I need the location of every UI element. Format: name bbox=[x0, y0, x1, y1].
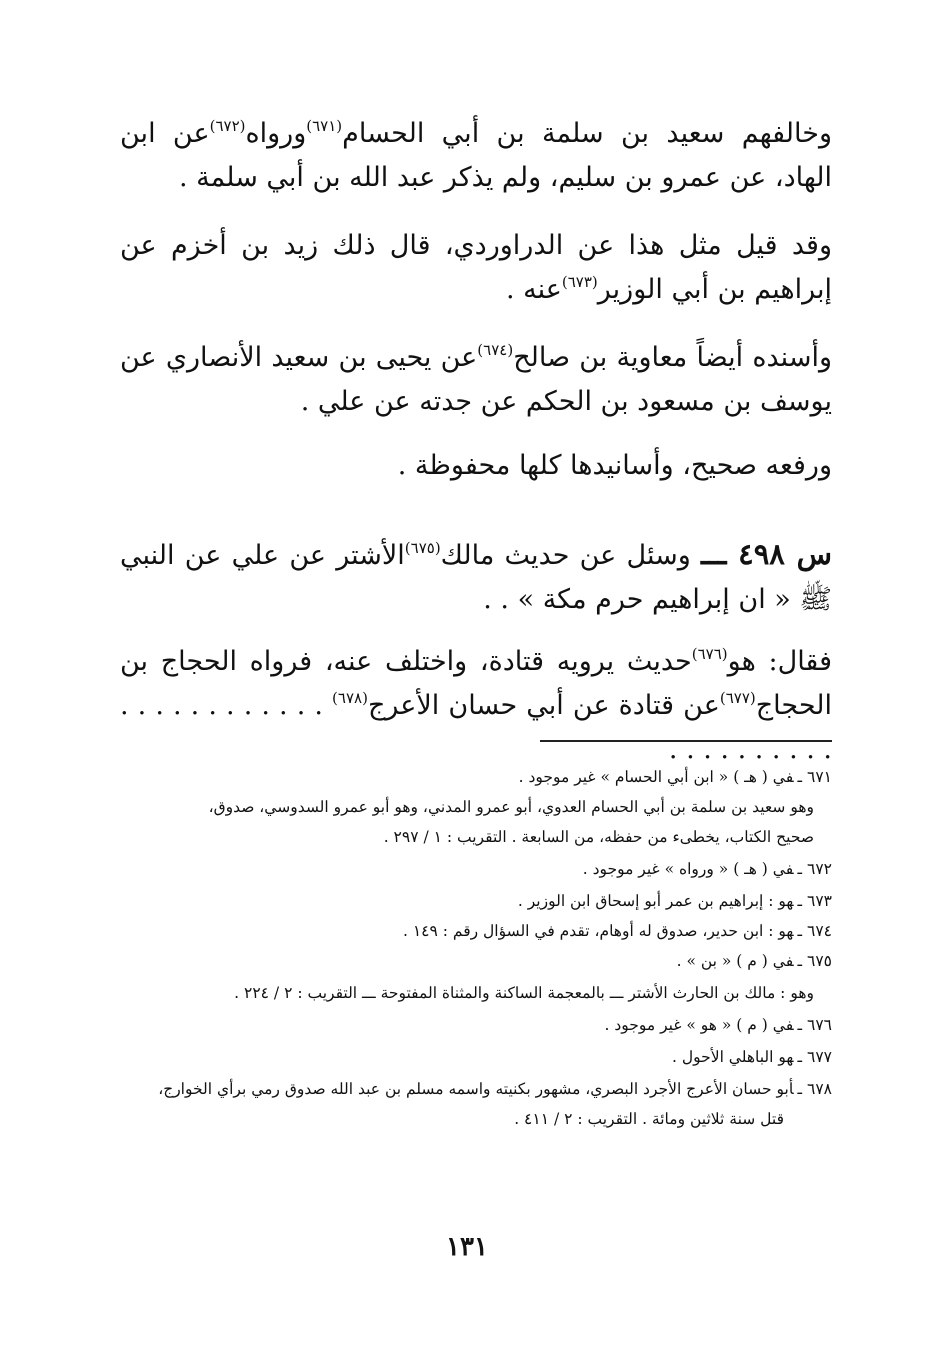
paragraph-3 bbox=[120, 336, 832, 424]
text-run: وقد قيل مثل هذا عن الدراوردي، قال ذلك زيد بن أخزم عن إبراهيم بن أبي الوزير bbox=[120, 230, 832, 305]
footnote-671-cont-2 bbox=[102, 822, 814, 852]
footnote-number: ٦٧٣ ـ bbox=[797, 892, 832, 910]
paragraph-1 bbox=[120, 112, 832, 200]
footnote-675-cont bbox=[102, 978, 814, 1008]
text-run: عن ابن الهاد، عن عمرو بن سليم، ولم يذكر عبد الله بن أبي سلمة . bbox=[120, 118, 832, 193]
footnote-text: قتل سنة ثلاثين ومائة . التقريب : ٢ / ٤١١ . bbox=[514, 1110, 784, 1128]
text-run: ورواه bbox=[245, 118, 307, 149]
paragraph-2 bbox=[120, 224, 832, 312]
footnote-672 bbox=[120, 854, 832, 884]
footnote-text: هو : إبراهيم بن عمر أبو إسحاق ابن الوزير . bbox=[517, 892, 794, 910]
footnote-text: صحيح الكتاب، يخطىء من حفظه، من السابعة . التقريب : ١ / ٢٩٧ . bbox=[383, 828, 814, 846]
footnote-text: في ( م ) « هو » غير موجود . bbox=[604, 1016, 794, 1034]
footnote-number: ٦٧٥ ـ bbox=[797, 952, 832, 970]
footnote-674 bbox=[120, 916, 832, 946]
text-run: حديث يرويه قتادة، واختلف عنه، فرواه الحجاج بن الحجاج bbox=[120, 646, 832, 721]
text-run: عنه . bbox=[505, 274, 562, 305]
text-run: وسئل عن حديث مالك bbox=[440, 540, 701, 571]
text-run: . . . . . . . . . . . . . . . . . . . . . . bbox=[120, 690, 832, 765]
footnote-text: في ( هـ ) « ورواه » غير موجود . bbox=[582, 860, 794, 878]
footnote-number: ٦٧٧ ـ bbox=[797, 1048, 832, 1066]
footnote-ref: (٦٧٤) bbox=[477, 341, 514, 359]
footnote-text: وهو : مالك بن الحارث الأشتر ـــ بالمعجمة الساكنة والمثناة المفتوحة ـــ التقريب : ٢ / ٢٢٤ . bbox=[234, 984, 814, 1002]
text-run: وأسنده أيضاً معاوية بن صالح bbox=[513, 342, 832, 373]
footnote-text: في ( هـ ) « ابن أبي الحسام » غير موجود . bbox=[518, 768, 794, 786]
footnote-text: أبو حسان الأعرج الأجرد البصري، مشهور بكنيته واسمه مسلم بن عبد الله صدوق رمي برأي الخوارج، bbox=[158, 1080, 794, 1098]
footnote-678-cont bbox=[72, 1104, 784, 1134]
text-run: عن قتادة عن أبي حسان الأعرج bbox=[367, 690, 720, 721]
question-498-paragraph bbox=[120, 532, 832, 622]
page-number: ١٣١ bbox=[446, 1232, 488, 1262]
answer-paragraph bbox=[120, 640, 832, 772]
footnote-text: في ( م ) « بن » . bbox=[676, 952, 794, 970]
footnote-text: وهو سعيد بن سلمة بن أبي الحسام العدوي، أبو عمرو المدني، وهو أبو عمرو السدوسي، صدوق، bbox=[208, 798, 814, 816]
footnote-ref: (٦٧٥) bbox=[404, 539, 441, 557]
footnote-671 bbox=[120, 762, 832, 792]
text-run: وخالفهم سعيد بن سلمة بن أبي الحسام bbox=[342, 118, 832, 149]
text-run: فقال: هو bbox=[727, 646, 832, 677]
footnote-671-cont-1 bbox=[102, 792, 814, 822]
footnote-number: ٦٧١ ـ bbox=[797, 768, 832, 786]
footnote-ref: (٦٧٣) bbox=[561, 273, 598, 291]
footnote-number: ٦٧٦ ـ bbox=[797, 1016, 832, 1034]
footnote-text: هو : ابن حدير، صدوق له أوهام، تقدم في السؤال رقم : ١٤٩ . bbox=[402, 922, 794, 940]
footnote-ref: (٦٧٦) bbox=[691, 645, 728, 663]
footnote-ref: (٦٧٨) bbox=[332, 689, 368, 707]
paragraph-4 bbox=[120, 444, 832, 488]
footnote-separator bbox=[540, 740, 832, 742]
footnote-number: ٦٧٤ ـ bbox=[797, 922, 832, 940]
footnote-ref: (٦٧١) bbox=[306, 117, 343, 135]
footnote-ref: (٦٧٢) bbox=[209, 117, 246, 135]
footnote-675 bbox=[120, 946, 832, 976]
question-number: س ٤٩٨ ـــ bbox=[700, 537, 833, 571]
footnote-673 bbox=[120, 886, 832, 916]
footnote-676 bbox=[120, 1010, 832, 1040]
text-run: عن يحيى بن سعيد الأنصاري عن يوسف بن مسعود بن الحكم عن جدته عن علي . bbox=[120, 342, 832, 417]
footnote-678 bbox=[120, 1074, 832, 1104]
footnote-number: ٦٧٢ ـ bbox=[797, 860, 832, 878]
footnote-ref: (٦٧٧) bbox=[719, 689, 756, 707]
footnote-677 bbox=[120, 1042, 832, 1072]
text-run: ورفعه صحيح، وأسانيدها كلها محفوظة . bbox=[397, 450, 832, 481]
footnote-text: هو الباهلي الأحول . bbox=[672, 1048, 794, 1066]
text-run: الأشتر عن علي عن النبي ﷺ « ان إبراهيم حرم مكة » . . bbox=[120, 540, 832, 615]
footnote-number: ٦٧٨ ـ bbox=[797, 1080, 832, 1098]
